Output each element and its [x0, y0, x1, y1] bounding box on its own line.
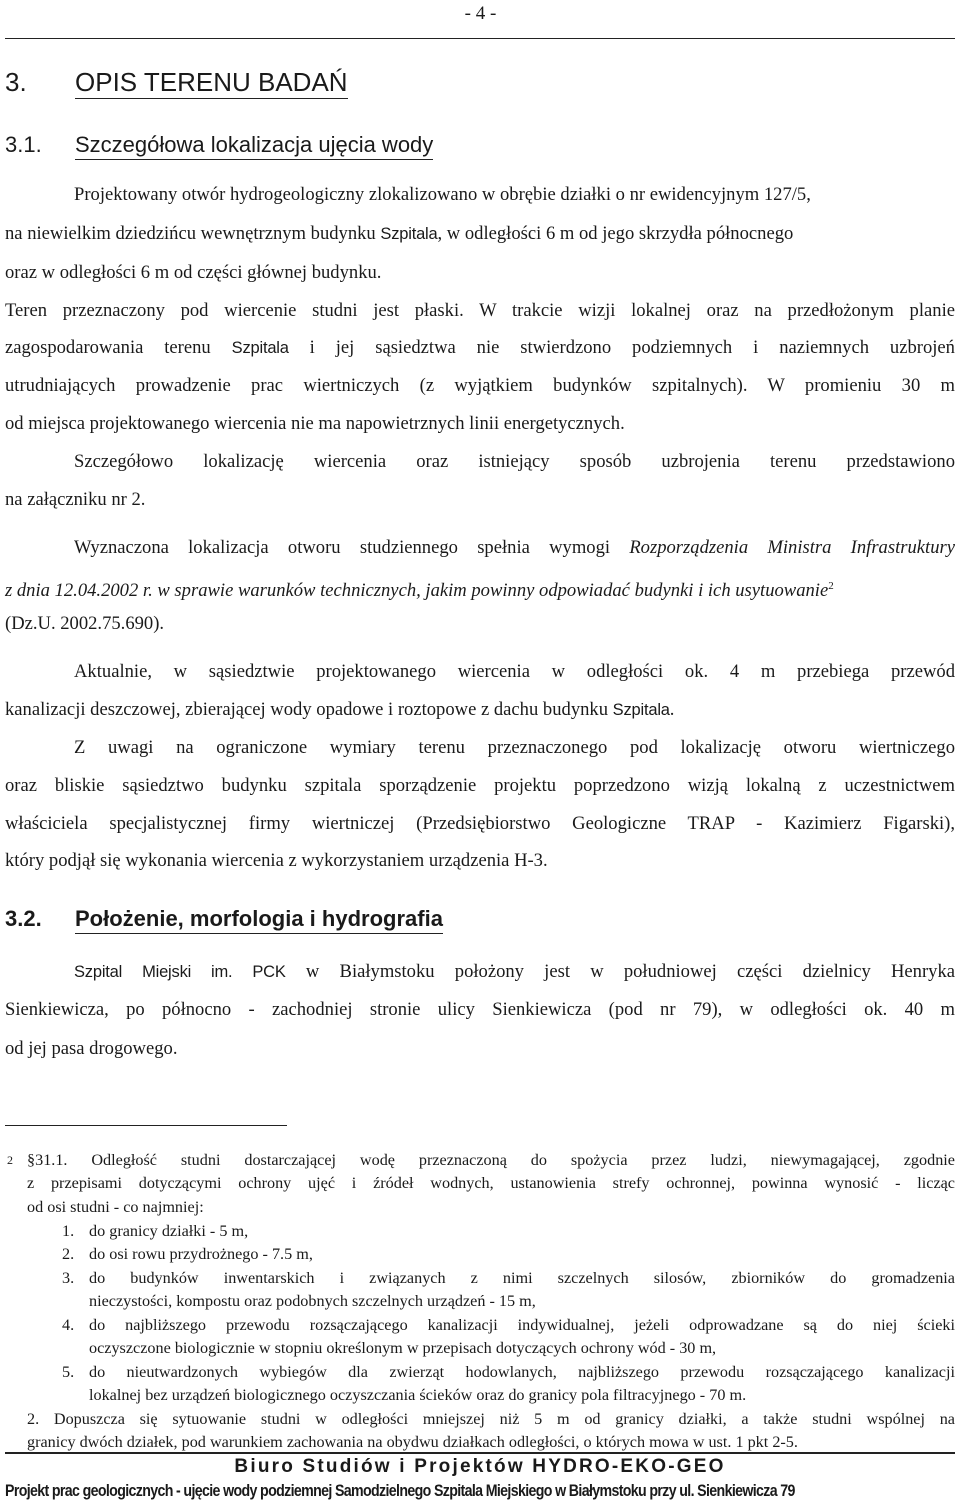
- paragraph-line: od jej pasa drogowego.: [5, 1038, 178, 1059]
- footnote-line: z przepisami dotyczącymi ochrony ujęć i źródeł wodnych, ustanowienia strefy ochronnej, powinna wynosić - licząc: [27, 1174, 955, 1192]
- text-span: .: [669, 699, 675, 720]
- footnote-reference[interactable]: 2: [828, 580, 834, 592]
- text-span: Wyznaczona lokalizacja otworu studziennego spełnia wymogi: [74, 537, 611, 558]
- list-item: do granicy działki - 5 m,: [89, 1222, 249, 1240]
- paragraph-line: oraz w odległości 6 m od części głównej budynku.: [5, 262, 382, 283]
- paragraph-line: (Dz.U. 2002.75.690).: [5, 613, 165, 634]
- hospital-name: Szpitala: [612, 701, 670, 719]
- paragraph-line: Teren przeznaczony pod wiercenie studni jest płaski. W trakcie wizji lokalnej oraz na przedłożonym planie: [5, 300, 955, 321]
- paragraph-line: właściciela specjalistycznej firmy wiertniczej (Przedsiębiorstwo Geologiczne TRAP - Kazimierz Figarski),: [5, 813, 955, 834]
- section-title: Szczegółowa lokalizacja ujęcia wody: [75, 131, 433, 160]
- regulation-title: Rozporządzenia Ministra Infrastruktury: [629, 537, 955, 558]
- text-span: zagospodarowania terenu: [5, 337, 211, 358]
- list-item: do osi rowu przydrożnego - 7.5 m,: [89, 1245, 313, 1263]
- list-number: 2.: [62, 1245, 75, 1263]
- list-number: 5.: [62, 1363, 75, 1381]
- footnote-line: granicy dwóch działek, pod warunkiem zachowania na obydwu działkach odległości, o których mowa w ust. 1 pkt 2-5.: [27, 1433, 798, 1451]
- section-number: 3.: [5, 67, 27, 97]
- text-span: i jej sąsiedztwa nie stwierdzono podziemnych i naziemnych uzbrojeń: [309, 337, 955, 358]
- list-item: do najbliższego przewodu rozsączającego kanalizacji indywidualnej, jeżeli odprowadzane są do niej ścieki: [89, 1316, 955, 1334]
- footer-project: Projekt prac geologicznych - ujęcie wody podziemnej Samodzielnego Szpitala Miejskiego w Białymstoku przy ul. Sienkiewicza 79: [5, 1482, 795, 1500]
- list-number: 1.: [62, 1222, 75, 1240]
- footer-rule: [5, 1452, 955, 1454]
- section-title: Położenie, morfologia i hydrografia: [75, 905, 443, 934]
- footer-company: Biuro Studiów i Projektów HYDRO-EKO-GEO: [234, 1456, 726, 1477]
- paragraph-line: który podjął się wykonania wiercenia z wykorzystaniem urządzenia H-3.: [5, 850, 548, 871]
- list-item: do budynków inwentarskich i związanych z nimi szczelnych silosów, zbiorników do gromadzenia: [89, 1269, 955, 1287]
- section-number: 3.1.: [5, 132, 42, 157]
- text-span: na niewielkim dziedzińcu wewnętrznym budynku: [5, 223, 376, 244]
- list-item: do nieutwardzonych wybiegów dla zwierząt hodowlanych, najbliższego przewodu rozsączającego kanalizacji: [89, 1363, 955, 1381]
- hospital-name: Szpitala: [231, 339, 289, 357]
- page-number: - 4 -: [464, 3, 497, 24]
- list-item: oczyszczone biologicznie w stopniu określonym w przepisach dotyczących ochrony wód - 30 m,: [89, 1339, 717, 1357]
- text-span: kanalizacji deszczowej, zbierającej wody opadowe i roztopowe z dachu budynku: [5, 699, 609, 720]
- paragraph-line: oraz bliskie sąsiedztwo budynku szpitala sporządzenie projektu poprzedzono wizją lokalną z uczestnictwem: [5, 775, 955, 796]
- paragraph-line: Projektowany otwór hydrogeologiczny zlokalizowano w obrębie działki o nr ewidencyjnym 127/5,: [74, 184, 811, 205]
- list-item: lokalnej bez urządzeń biologicznego oczyszczania ścieków oraz do granicy pola filtracyjnego - 70 m.: [89, 1386, 747, 1404]
- regulation-title: z dnia 12.04.2002 r. w sprawie warunków technicznych, jakim powinny odpowiadać budynki i ich usytuowanie: [5, 580, 829, 602]
- paragraph-line: Aktualnie, w sąsiedztwie projektowanego wiercenia w odległości ok. 4 m przebiega przewód: [74, 661, 955, 682]
- text-span: w Białymstoku położony jest w południowej części dzielnicy Henryka: [305, 961, 955, 982]
- list-number: 3.: [62, 1269, 75, 1287]
- footnote-marker: 2: [7, 1153, 13, 1167]
- hospital-name: Szpitala: [380, 225, 438, 243]
- paragraph-line: Z uwagi na ograniczone wymiary terenu przeznaczonego pod lokalizację otworu wiertniczego: [74, 737, 955, 758]
- paragraph-line: Szczegółowo lokalizację wiercenia oraz istniejący sposób uzbrojenia terenu przedstawiono: [74, 451, 955, 472]
- paragraph-line: Sienkiewicza, po północno - zachodniej stronie ulicy Sienkiewicza (pod nr 79), w odległości ok. 40 m: [5, 999, 955, 1020]
- paragraph-line: utrudniających prowadzenie prac wiertniczych (z wyjątkiem budynków szpitalnych). W promieniu 30 m: [5, 375, 955, 396]
- text-span: , w odległości 6 m od jego skrzydła północnego: [437, 223, 794, 244]
- footnote-line: 2. Dopuszcza się sytuowanie studni w odległości mniejszej niż 5 m od granicy działki, a także studni wspólnej na: [27, 1410, 955, 1428]
- footnote-line: od osi studni - co najmniej:: [27, 1198, 204, 1216]
- list-number: 4.: [62, 1316, 75, 1334]
- list-item: nieczystości, kompostu oraz podobnych szczelnych urządzeń - 15 m,: [89, 1292, 536, 1310]
- paragraph-line: na załączniku nr 2.: [5, 489, 146, 510]
- paragraph-line: od miejsca projektowanego wiercenia nie ma napowietrznych linii energetycznych.: [5, 413, 625, 434]
- section-title: OPIS TERENU BADAŃ: [75, 67, 348, 97]
- hospital-name: Szpital Miejski im. PCK: [74, 963, 286, 981]
- section-number: 3.2.: [5, 906, 42, 931]
- footnote-line: §31.1. Odległość studni dostarczającej wodę przeznaczoną do spożycia przez ludzi, niewymagającej, zgodnie: [27, 1151, 955, 1169]
